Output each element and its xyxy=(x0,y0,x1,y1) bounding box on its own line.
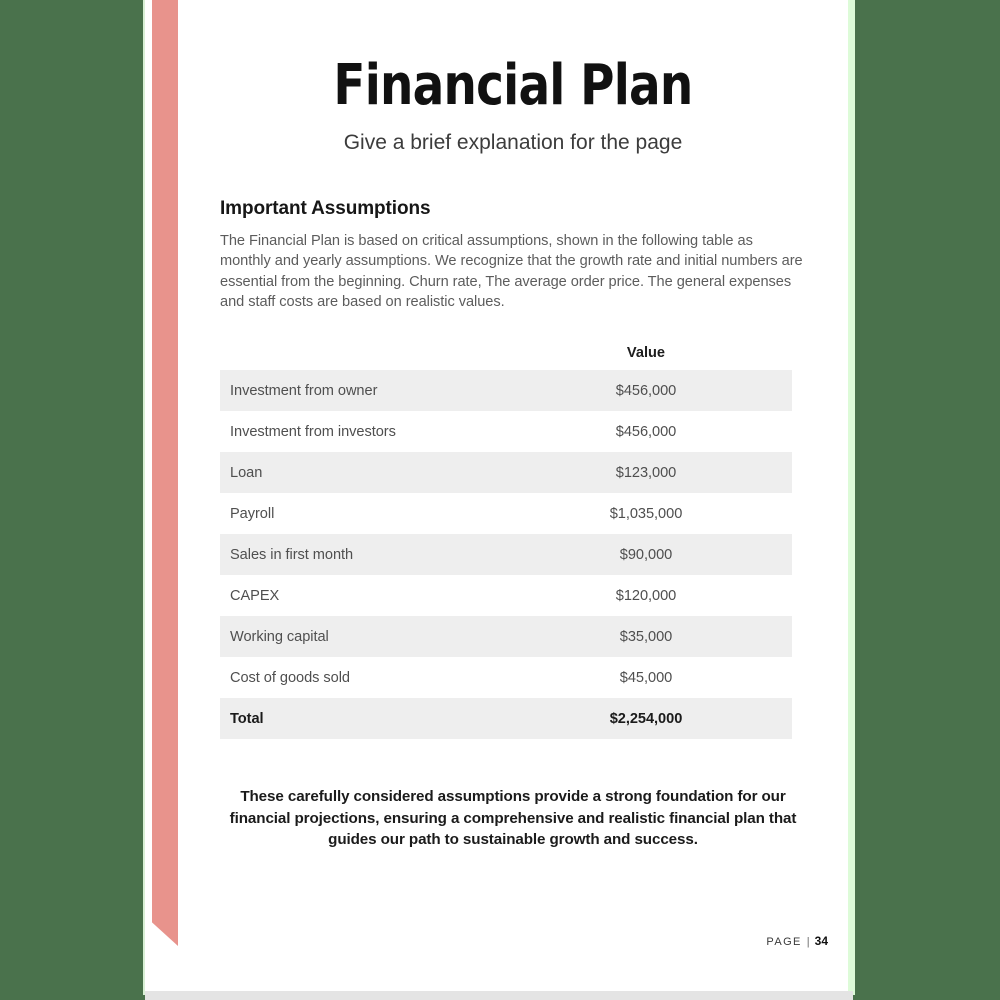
table-cell-value: $456,000 xyxy=(615,423,677,440)
table-row xyxy=(220,657,792,698)
table-cell-label: Cost of goods sold xyxy=(230,669,350,686)
table-cell-label: Loan xyxy=(230,464,263,481)
footer-page-number: 34 xyxy=(814,934,828,948)
footer-label: PAGE xyxy=(766,936,802,948)
table-header-value-col: Value xyxy=(626,345,666,361)
table-cell-label: Payroll xyxy=(230,505,275,522)
page-right-edge-strip xyxy=(848,0,855,995)
table-cell-label: Investment from investors xyxy=(230,423,396,440)
table-row xyxy=(220,452,792,493)
section-heading-important-assumptions: Important Assumptions xyxy=(220,198,431,219)
table-row xyxy=(220,534,792,575)
table-cell-value: $45,000 xyxy=(619,669,673,686)
closing-statement: These carefully considered assumptions provide a strong foundation for our financial projections, ensuring a comprehensive and realistic financial plan that guides our path to sustainable growth and success. xyxy=(229,788,797,848)
table-cell-value: $123,000 xyxy=(615,464,677,481)
table-cell-value: $2,254,000 xyxy=(609,710,683,727)
table-cell-value: $35,000 xyxy=(619,628,673,645)
table-row xyxy=(220,493,792,534)
page-footer xyxy=(766,934,828,948)
table-cell-label: Investment from owner xyxy=(230,382,378,399)
intro-paragraph: The Financial Plan is based on critical assumptions, shown in the following table as monthly and yearly assumptions. We recognize that the growth rate and initial numbers are essential from the beginning. Churn rate, The average order price. The general expenses and staff costs are based on realistic values. xyxy=(220,233,803,311)
table-row xyxy=(220,575,792,616)
page-subtitle: Give a brief explanation for the page xyxy=(343,131,683,154)
table-header-row xyxy=(220,336,792,370)
table-cell-label: CAPEX xyxy=(230,587,280,604)
table-row xyxy=(220,411,792,452)
table-cell-value: $90,000 xyxy=(619,546,673,563)
table-row xyxy=(220,370,792,411)
page-title: Financial Plan xyxy=(333,53,693,118)
table-row xyxy=(220,616,792,657)
table-cell-label: Sales in first month xyxy=(230,546,354,563)
table-cell-value: $1,035,000 xyxy=(609,505,683,522)
accent-bar xyxy=(152,0,178,946)
table-cell-value: $456,000 xyxy=(615,382,677,399)
footer-separator: | xyxy=(806,936,810,948)
document-page xyxy=(143,0,855,995)
assumptions-table xyxy=(220,336,792,739)
table-cell-label: Total xyxy=(230,710,264,727)
table-row-total xyxy=(220,698,792,739)
table-cell-label: Working capital xyxy=(230,628,329,645)
table-cell-value: $120,000 xyxy=(615,587,677,604)
page-content xyxy=(178,0,848,995)
